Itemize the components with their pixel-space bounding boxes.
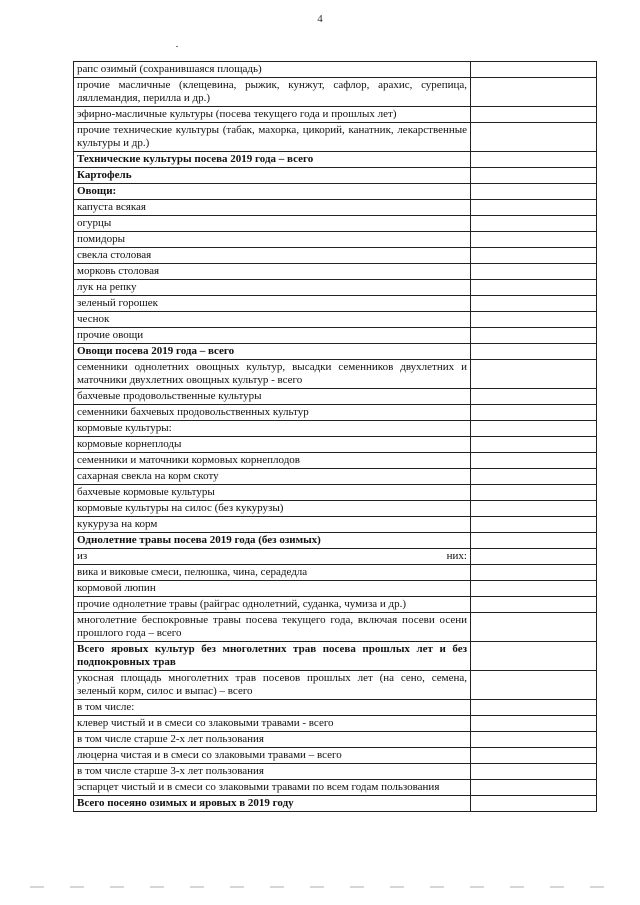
row-value-cell[interactable] [471,405,597,421]
row-value-cell[interactable] [471,764,597,780]
row-value-cell[interactable] [471,264,597,280]
table-row [74,389,597,405]
row-label: кормовые корнеплоды [74,437,471,453]
table-row [74,581,597,597]
table-row [74,485,597,501]
page-number: 4 [317,13,323,25]
row-label: помидоры [74,232,471,248]
table-row [74,280,597,296]
table-row [74,716,597,732]
row-value-cell[interactable] [471,360,597,389]
table-row [74,700,597,716]
row-label: Технические культуры посева 2019 года – всего [74,152,471,168]
row-value-cell[interactable] [471,152,597,168]
table-row [74,748,597,764]
row-value-cell[interactable] [471,62,597,78]
table-row [74,107,597,123]
table-row [74,597,597,613]
row-value-cell[interactable] [471,328,597,344]
row-value-cell[interactable] [471,716,597,732]
row-label: прочие овощи [74,328,471,344]
row-value-cell[interactable] [471,700,597,716]
row-label: кукуруза на корм [74,517,471,533]
row-label: вика и виковые смеси, пелюшка, чина, серадедла [74,565,471,581]
row-value-cell[interactable] [471,184,597,200]
row-value-cell[interactable] [471,78,597,107]
row-value-cell[interactable] [471,344,597,360]
row-label: эспарцет чистый и в смеси со злаковыми травами по всем годам пользования [74,780,471,796]
row-label: капуста всякая [74,200,471,216]
row-label: свекла столовая [74,248,471,264]
row-label: Овощи: [74,184,471,200]
table-row [74,328,597,344]
table-row [74,78,597,107]
row-value-cell[interactable] [471,421,597,437]
table-row [74,501,597,517]
table-row [74,152,597,168]
table-row [74,437,597,453]
row-label: семенники и маточники кормовых корнеплодов [74,453,471,469]
row-label-left: из [77,550,88,562]
row-value-cell[interactable] [471,168,597,184]
row-label [74,549,471,565]
row-label: в том числе старше 2-х лет пользования [74,732,471,748]
table-row [74,168,597,184]
row-value-cell[interactable] [471,780,597,796]
row-label: рапс озимый (сохранившаяся площадь) [74,62,471,78]
row-value-cell[interactable] [471,248,597,264]
row-label: морковь столовая [74,264,471,280]
row-label: прочие технические культуры (табак, махорка, цикорий, канатник, лекарственные культуры и др.) [74,123,471,152]
table-row [74,796,597,812]
row-label: бахчевые продовольственные культуры [74,389,471,405]
row-value-cell[interactable] [471,453,597,469]
row-label: укосная площадь многолетних трав посевов прошлых лет (на сено, семена, зеленый корм, силос и выпас) – всего [74,671,471,700]
table-row [74,764,597,780]
row-label: в том числе старше 3-х лет пользования [74,764,471,780]
row-value-cell[interactable] [471,485,597,501]
table-row [74,184,597,200]
row-value-cell[interactable] [471,216,597,232]
table-row [74,200,597,216]
row-value-cell[interactable] [471,437,597,453]
row-label: Однолетние травы посева 2019 года (без озимых) [74,533,471,549]
table-row [74,405,597,421]
row-label: огурцы [74,216,471,232]
row-value-cell[interactable] [471,107,597,123]
row-label: прочие масличные (клещевина, рыжик, кунжут, сафлор, арахис, сурепица, ляллемандия, перилла и др.) [74,78,471,107]
row-label: кормовые культуры на силос (без кукурузы) [74,501,471,517]
row-value-cell[interactable] [471,280,597,296]
table-row [74,453,597,469]
row-value-cell[interactable] [471,533,597,549]
row-label: Всего посеяно озимых и яровых в 2019 году [74,796,471,812]
row-label: кормовой люпин [74,581,471,597]
row-value-cell[interactable] [471,613,597,642]
row-value-cell[interactable] [471,123,597,152]
row-label: клевер чистый и в смеси со злаковыми травами - всего [74,716,471,732]
row-value-cell[interactable] [471,671,597,700]
row-label: семенники бахчевых продовольственных культур [74,405,471,421]
table-row [74,780,597,796]
row-value-cell[interactable] [471,748,597,764]
row-label: в том числе: [74,700,471,716]
row-value-cell[interactable] [471,732,597,748]
table-row [74,312,597,328]
row-label: семенники однолетних овощных культур, высадки семенников двухлетних и маточники двухлетних овощных культур - всего [74,360,471,389]
table-row [74,360,597,389]
row-label: многолетние беспокровные травы посева текущего года, включая посеви осени прошлого года – всего [74,613,471,642]
row-value-cell[interactable] [471,389,597,405]
crop-area-table [73,61,597,812]
row-label: зеленый горошек [74,296,471,312]
row-value-cell[interactable] [471,312,597,328]
table-row [74,62,597,78]
table-row [74,421,597,437]
table-row [74,216,597,232]
row-value-cell[interactable] [471,796,597,812]
row-value-cell[interactable] [471,565,597,581]
table-row [74,517,597,533]
table-row [74,344,597,360]
row-value-cell[interactable] [471,469,597,485]
row-value-cell[interactable] [471,200,597,216]
table-row [74,613,597,642]
row-label: Всего яровых культур без многолетних трав посева прошлых лет и без подпокровных трав [74,642,471,671]
table-row [74,732,597,748]
row-label: сахарная свекла на корм скоту [74,469,471,485]
row-label: лук на репку [74,280,471,296]
table-row [74,296,597,312]
table-row [74,671,597,700]
row-value-cell[interactable] [471,296,597,312]
row-label: Картофель [74,168,471,184]
table-row [74,549,597,565]
row-value-cell[interactable] [471,642,597,671]
row-value-cell[interactable] [471,232,597,248]
row-label-right: них: [446,550,467,562]
scan-artifact-line [30,886,610,888]
table-row [74,123,597,152]
table-row [74,565,597,581]
table-body [74,62,597,812]
row-label: Овощи посева 2019 года – всего [74,344,471,360]
table-row [74,264,597,280]
row-value-cell[interactable] [471,597,597,613]
table-row [74,469,597,485]
row-value-cell[interactable] [471,517,597,533]
table-row [74,533,597,549]
row-value-cell[interactable] [471,501,597,517]
table-row [74,248,597,264]
row-value-cell[interactable] [471,581,597,597]
row-label: люцерна чистая и в смеси со злаковыми травами – всего [74,748,471,764]
row-label: эфирно-масличные культуры (посева текущего года и прошлых лет) [74,107,471,123]
row-value-cell[interactable] [471,549,597,565]
table-row [74,232,597,248]
scan-speck [176,46,178,47]
row-label: кормовые культуры: [74,421,471,437]
row-label: чеснок [74,312,471,328]
table-row [74,642,597,671]
row-label: прочие однолетние травы (райграс однолетний, суданка, чумиза и др.) [74,597,471,613]
row-label: бахчевые кормовые культуры [74,485,471,501]
